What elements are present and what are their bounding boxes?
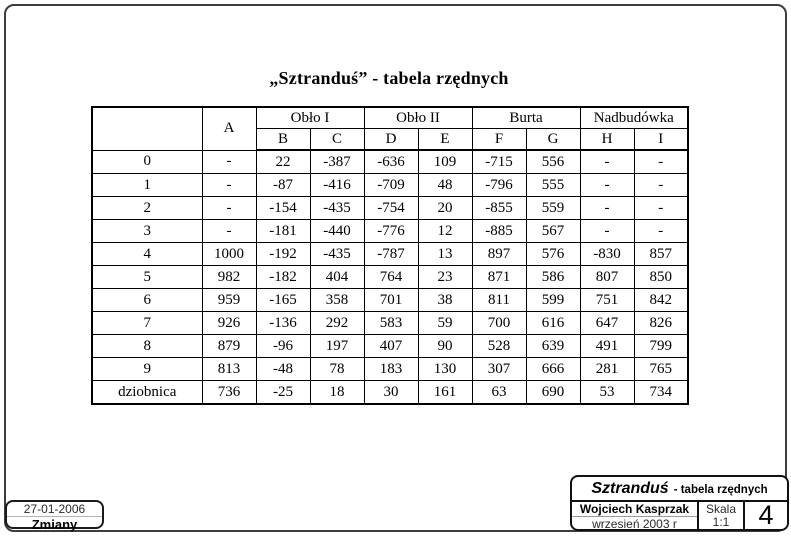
table-cell: 666: [526, 358, 580, 381]
table-cell: 736: [202, 381, 256, 405]
table-cell: 559: [526, 197, 580, 220]
table-cell: -416: [310, 174, 364, 197]
row-label: 2: [92, 197, 202, 220]
column-header-f: F: [472, 129, 526, 151]
table-cell: -787: [364, 243, 418, 266]
table-cell: 63: [472, 381, 526, 405]
table-cell: -: [202, 220, 256, 243]
table-cell: -: [202, 150, 256, 174]
author-name: Wojciech Kasprzak: [572, 502, 697, 517]
table-cell: 959: [202, 289, 256, 312]
table-cell: 48: [418, 174, 472, 197]
title-block-header: [572, 477, 787, 502]
table-row: [92, 220, 688, 243]
table-row: [92, 266, 688, 289]
table-cell: 53: [580, 381, 634, 405]
table-cell: -181: [256, 220, 310, 243]
drawing-date: wrzesień 2003 r: [592, 517, 677, 531]
table-cell: 700: [472, 312, 526, 335]
table-corner-cell: [92, 107, 202, 150]
table-cell: -154: [256, 197, 310, 220]
table-header-group-row: [92, 107, 688, 129]
table-cell: 734: [634, 381, 688, 405]
project-name: Sztranduś: [591, 479, 669, 497]
revision-block: [5, 500, 104, 532]
row-label: 8: [92, 335, 202, 358]
column-header-g: G: [526, 129, 580, 151]
table-cell: 404: [310, 266, 364, 289]
column-header-b: B: [256, 129, 310, 151]
table-cell: -830: [580, 243, 634, 266]
row-label: 0: [92, 150, 202, 174]
table-cell: 13: [418, 243, 472, 266]
scale-cell: [699, 502, 745, 529]
table-cell: -: [634, 197, 688, 220]
table-cell: 982: [202, 266, 256, 289]
column-header-d: D: [364, 129, 418, 151]
table-cell: 109: [418, 150, 472, 174]
table-cell: 30: [364, 381, 418, 405]
table-cell: -855: [472, 197, 526, 220]
table-cell: 599: [526, 289, 580, 312]
table-cell: 583: [364, 312, 418, 335]
table-cell: 897: [472, 243, 526, 266]
column-group-oblo1: Obło I: [256, 107, 364, 129]
table-row: [92, 312, 688, 335]
table-row: [92, 197, 688, 220]
table-cell: 528: [472, 335, 526, 358]
table-cell: 765: [634, 358, 688, 381]
table-cell: 491: [580, 335, 634, 358]
column-header-i: I: [634, 129, 688, 151]
table-cell: -87: [256, 174, 310, 197]
row-label: 7: [92, 312, 202, 335]
table-cell: -: [202, 174, 256, 197]
table-cell: 22: [256, 150, 310, 174]
table-cell: -48: [256, 358, 310, 381]
table-cell: 23: [418, 266, 472, 289]
table-cell: -: [634, 150, 688, 174]
table-cell: -796: [472, 174, 526, 197]
table-cell: -709: [364, 174, 418, 197]
table-cell: -435: [310, 243, 364, 266]
table-cell: -776: [364, 220, 418, 243]
row-label: 6: [92, 289, 202, 312]
table-cell: -25: [256, 381, 310, 405]
table-cell: 879: [202, 335, 256, 358]
table-cell: 842: [634, 289, 688, 312]
table-cell: 90: [418, 335, 472, 358]
table-cell: 701: [364, 289, 418, 312]
table-cell: -136: [256, 312, 310, 335]
table-cell: 555: [526, 174, 580, 197]
table-cell: 556: [526, 150, 580, 174]
table-cell: 811: [472, 289, 526, 312]
column-group-nadbudowka: Nadbudówka: [580, 107, 688, 129]
title-block-body: [572, 502, 787, 529]
table-cell: -: [580, 174, 634, 197]
table-cell: 12: [418, 220, 472, 243]
table-cell: 690: [526, 381, 580, 405]
table-cell: 807: [580, 266, 634, 289]
table-row: [92, 243, 688, 266]
scale-label: Skala: [705, 501, 737, 516]
project-subtitle: - tabela rzędnych: [673, 483, 768, 496]
table-row: [92, 335, 688, 358]
table-cell: 871: [472, 266, 526, 289]
table-cell: 130: [418, 358, 472, 381]
table-cell: -: [634, 174, 688, 197]
table-cell: -387: [310, 150, 364, 174]
table-cell: 78: [310, 358, 364, 381]
table-cell: 292: [310, 312, 364, 335]
column-header-e: E: [418, 129, 472, 151]
table-cell: 281: [580, 358, 634, 381]
row-label: 5: [92, 266, 202, 289]
row-label: 3: [92, 220, 202, 243]
table-cell: -96: [256, 335, 310, 358]
table-cell: 59: [418, 312, 472, 335]
page-title: „Sztranduś” - tabela rzędnych: [269, 68, 509, 88]
row-label: dziobnica: [92, 381, 202, 405]
table-cell: 799: [634, 335, 688, 358]
table-cell: -: [580, 220, 634, 243]
table-cell: 826: [634, 312, 688, 335]
author-cell: [572, 502, 699, 529]
column-group-burta: Burta: [472, 107, 580, 129]
table-cell: 567: [526, 220, 580, 243]
table-cell: -636: [364, 150, 418, 174]
table-cell: -: [580, 150, 634, 174]
table-cell: 850: [634, 266, 688, 289]
table-cell: 616: [526, 312, 580, 335]
column-header-c: C: [310, 129, 364, 151]
table-row: [92, 289, 688, 312]
table-cell: 20: [418, 197, 472, 220]
table-cell: 183: [364, 358, 418, 381]
table-cell: 161: [418, 381, 472, 405]
table-cell: -: [580, 197, 634, 220]
table-row: [92, 150, 688, 174]
revision-date: 27-01-2006: [7, 502, 102, 517]
ordinates-table: [91, 106, 689, 405]
table-cell: -754: [364, 197, 418, 220]
table-cell: 38: [418, 289, 472, 312]
table-cell: 18: [310, 381, 364, 405]
row-label: 4: [92, 243, 202, 266]
title-block: [570, 475, 789, 531]
column-group-oblo2: Obło II: [364, 107, 472, 129]
table-row: [92, 174, 688, 197]
table-cell: 576: [526, 243, 580, 266]
sheet-number: 4: [758, 500, 774, 530]
table-cell: -192: [256, 243, 310, 266]
table-cell: 307: [472, 358, 526, 381]
table-cell: -: [634, 220, 688, 243]
table-cell: -165: [256, 289, 310, 312]
table-cell: 358: [310, 289, 364, 312]
table-cell: 407: [364, 335, 418, 358]
column-header-h: H: [580, 129, 634, 151]
table-cell: 857: [634, 243, 688, 266]
table-cell: 639: [526, 335, 580, 358]
table-cell: -885: [472, 220, 526, 243]
table-cell: -435: [310, 197, 364, 220]
revision-label: Zmiany: [31, 517, 78, 532]
table-cell: 647: [580, 312, 634, 335]
table-row: [92, 381, 688, 405]
scale-value: 1:1: [712, 514, 730, 529]
table-cell: -715: [472, 150, 526, 174]
row-label: 9: [92, 358, 202, 381]
table-cell: 813: [202, 358, 256, 381]
table-cell: 197: [310, 335, 364, 358]
table-cell: 764: [364, 266, 418, 289]
table-cell: -440: [310, 220, 364, 243]
table-row: [92, 358, 688, 381]
table-cell: 751: [580, 289, 634, 312]
table-cell: 926: [202, 312, 256, 335]
row-label: 1: [92, 174, 202, 197]
column-header-a: A: [202, 107, 256, 150]
table-cell: -182: [256, 266, 310, 289]
table-cell: 1000: [202, 243, 256, 266]
table-cell: -: [202, 197, 256, 220]
table-cell: 586: [526, 266, 580, 289]
